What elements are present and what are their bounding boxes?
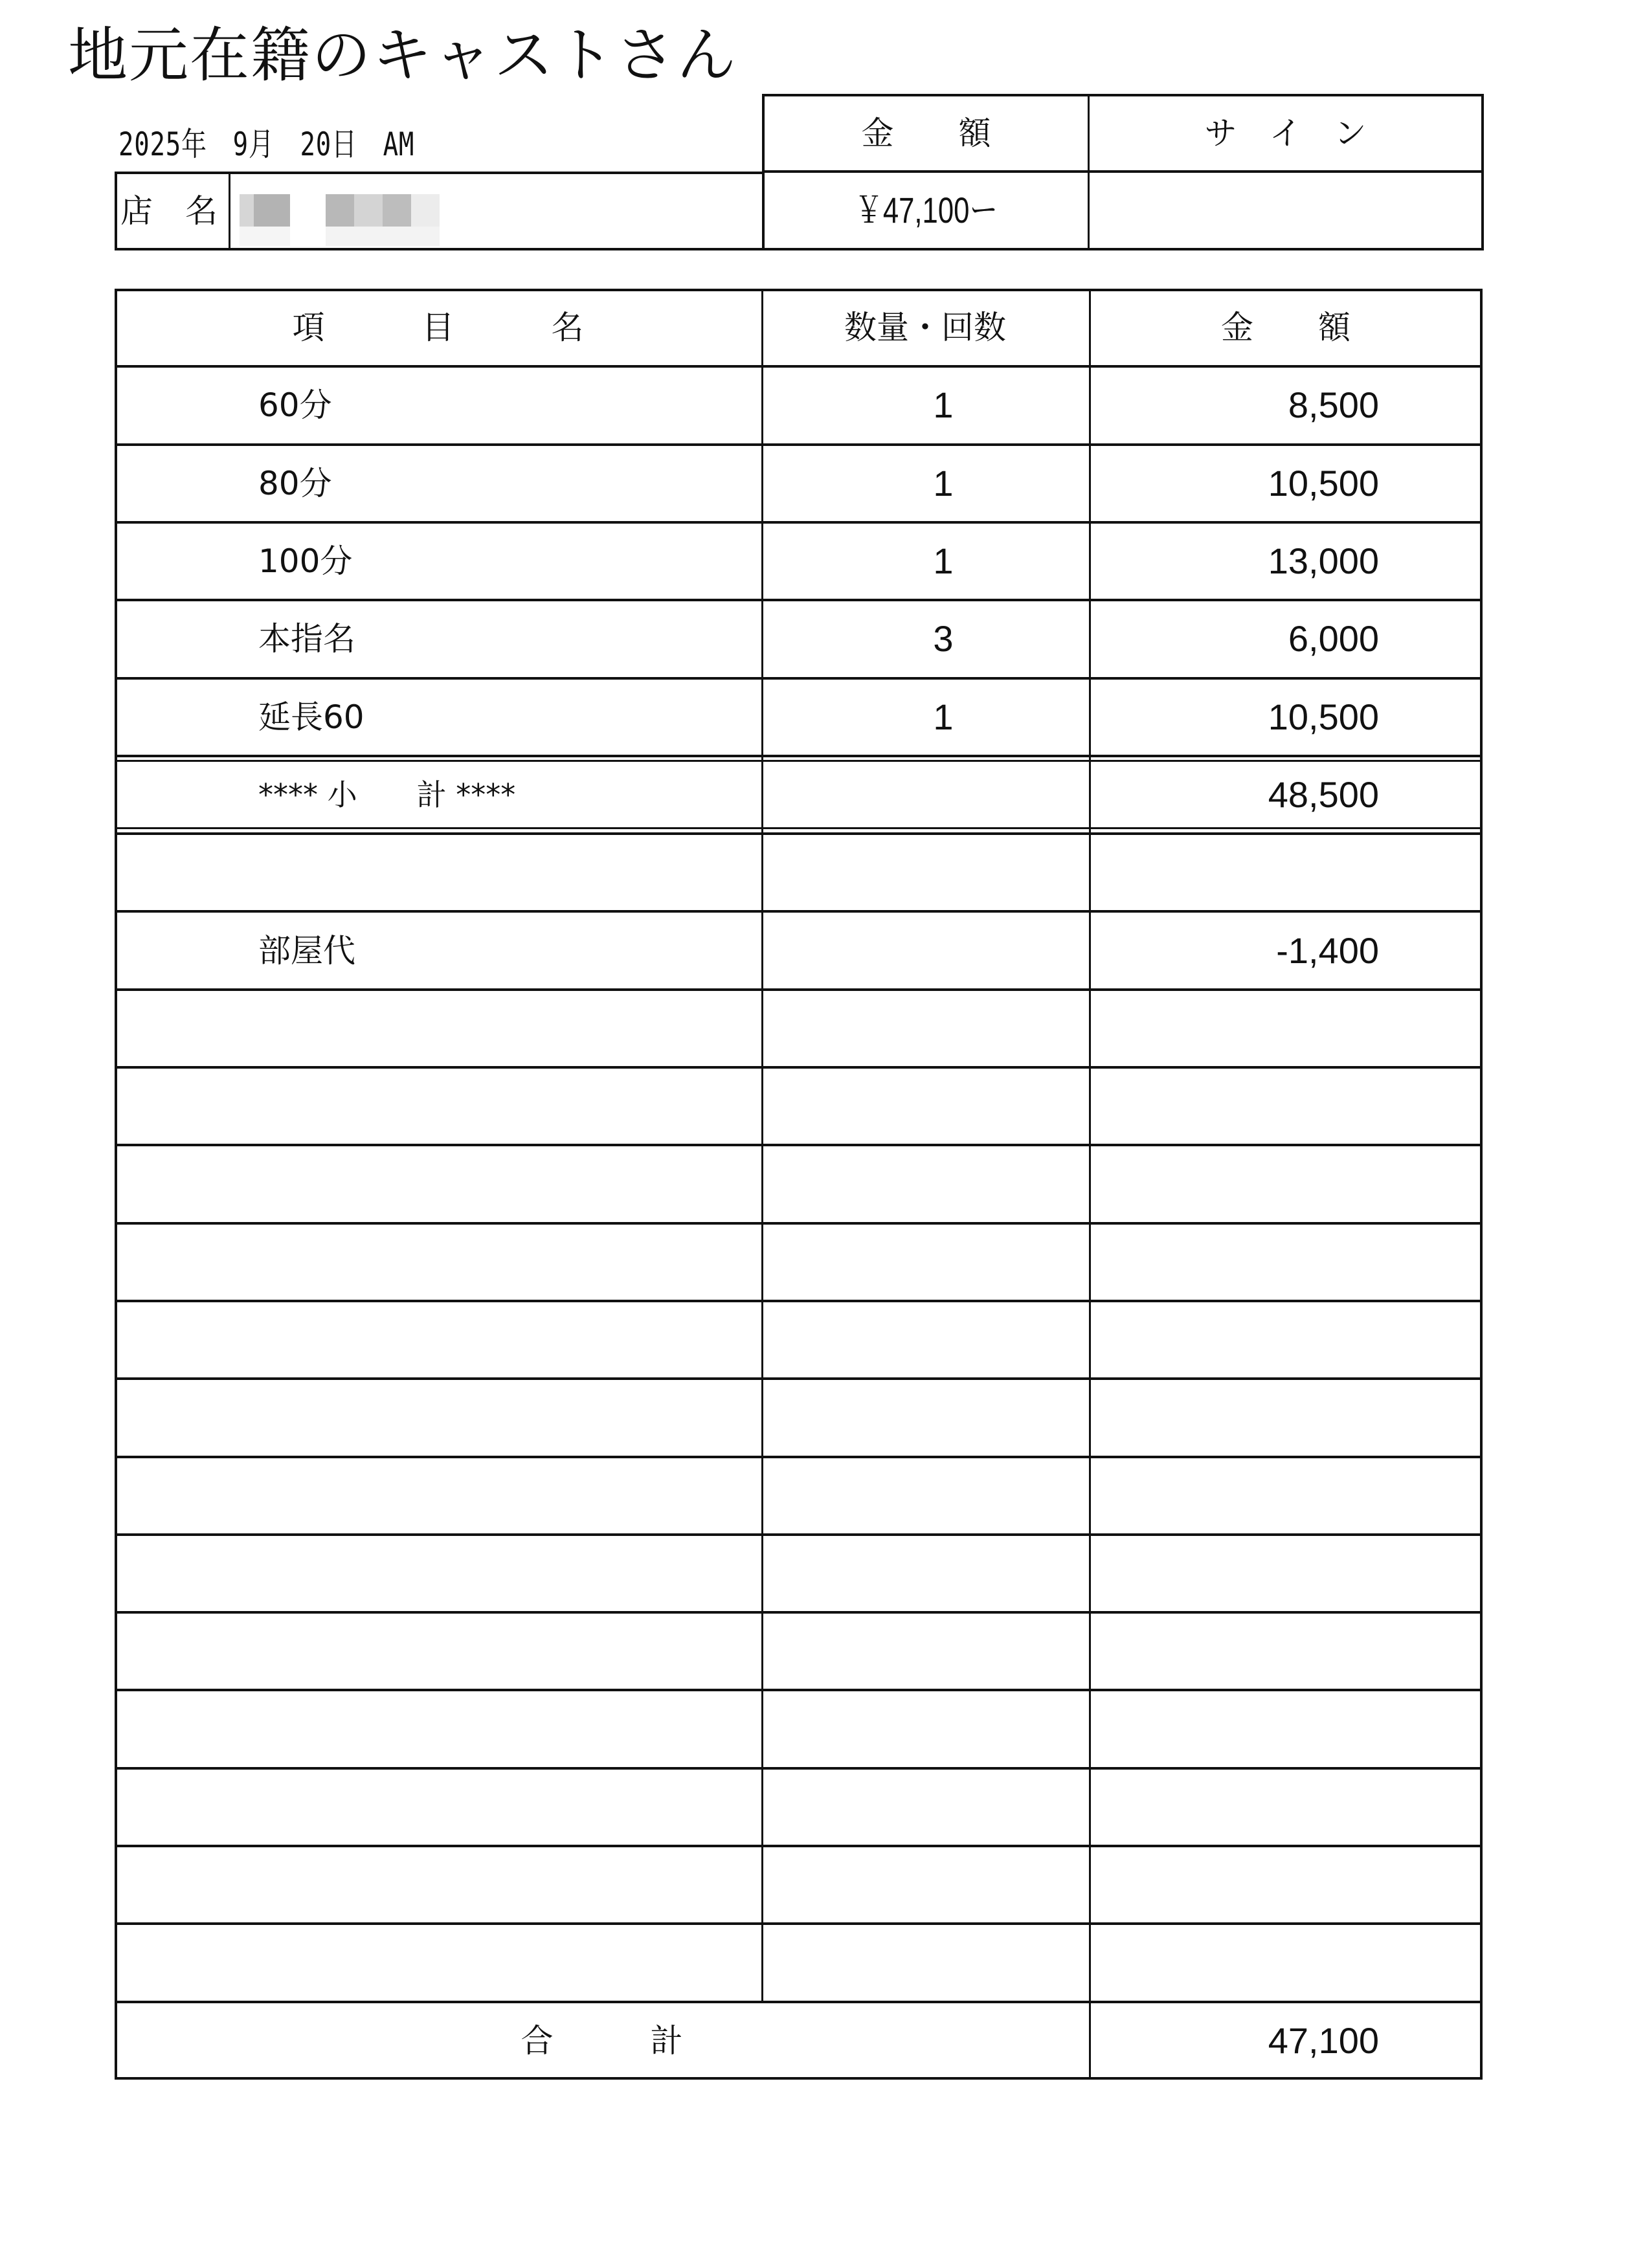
header-item-name: 項 目 名 [292, 309, 584, 347]
store-label: 店 名 [120, 192, 218, 230]
subtotal-label: **** 小 計 **** [258, 777, 516, 812]
empty-row [115, 1612, 1483, 1690]
empty-row [115, 1690, 1483, 1768]
document-title: 地元在籍のキャストさん [68, 21, 738, 90]
col-divider [761, 756, 763, 834]
amount-value: ￥47,100ー [855, 190, 998, 230]
row-quantity: 1 [933, 696, 954, 737]
row-amount: 8,500 [1288, 384, 1379, 426]
header-amount: 金 額 [1221, 309, 1350, 347]
empty-row [115, 1924, 1483, 2001]
row-item-name: 60分 [258, 386, 332, 425]
empty-row [115, 1457, 1483, 1535]
row-item-name: 100分 [258, 542, 353, 581]
row-amount: 10,500 [1268, 462, 1379, 504]
row-amount: 6,000 [1288, 618, 1379, 660]
empty-row [115, 1301, 1483, 1379]
row-item-name [258, 834, 761, 911]
row-item-name: 延長60 [258, 698, 364, 736]
subtotal-amount: 48,500 [1268, 773, 1379, 815]
row-quantity [761, 834, 1089, 911]
amount-header: 金 額 [861, 115, 991, 152]
empty-row [115, 990, 1483, 1067]
empty-row [115, 1846, 1483, 1924]
row-item-name: 部屋代 [258, 931, 355, 970]
empty-row [115, 1223, 1483, 1301]
empty-row [115, 1067, 1483, 1145]
total-label: 合 計 [521, 2021, 683, 2060]
sign-header: サ イ ン [1204, 115, 1367, 152]
row-amount [1089, 834, 1483, 911]
issue-date: 2025年 9月 20日 AM [118, 126, 415, 163]
row-amount: 10,500 [1268, 696, 1379, 737]
row-quantity [761, 911, 1089, 989]
empty-row [115, 1379, 1483, 1456]
row-quantity: 1 [933, 384, 954, 426]
empty-row [115, 1768, 1483, 1846]
empty-row [115, 1535, 1483, 1612]
header-quantity: 数量・回数 [844, 309, 1006, 347]
sign-field[interactable] [1090, 173, 1481, 248]
row-amount: -1,400 [1276, 929, 1379, 971]
total-amount: 47,100 [1268, 2019, 1379, 2061]
row-quantity: 3 [933, 618, 954, 660]
row-amount: 13,000 [1268, 540, 1379, 582]
row-item-name: 本指名 [258, 620, 355, 658]
row-quantity: 1 [933, 540, 954, 582]
row-quantity: 1 [933, 462, 954, 504]
row-item-name: 80分 [258, 464, 332, 502]
empty-row [115, 1145, 1483, 1223]
